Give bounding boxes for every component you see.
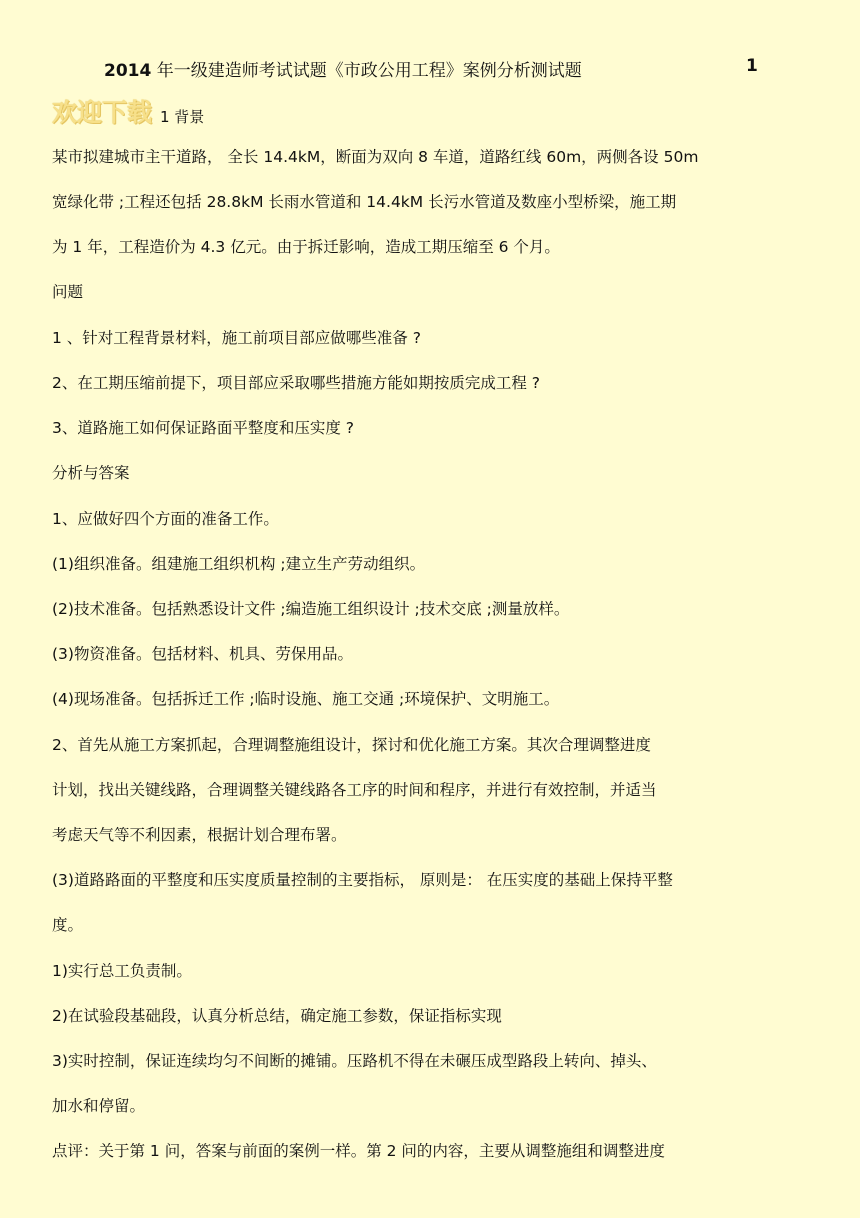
paragraph-line: 宽绿化带 ;工程还包括 28.8kM 长雨水管道和 14.4kM 长污水管道及数座小型桥梁，施工期: [52, 193, 677, 211]
answer-line: (3)道路路面的平整度和压实度质量控制的主要指标， 原则是： 在压实度的基础上保持平整: [52, 871, 673, 889]
answer-line: 度。: [52, 916, 84, 934]
answer-line: 加水和停留。: [52, 1097, 146, 1115]
commentary-line: 点评：关于第 1 问，答案与前面的案例一样。第 2 问的内容，主要从调整施组和调整进度: [52, 1142, 665, 1160]
paragraph-line: 为 1 年，工程造价为 4.3 亿元。由于拆迁影响，造成工期压缩至 6 个月。: [52, 238, 560, 256]
heading-answers: 分析与答案: [52, 464, 130, 482]
answer-line: 1、应做好四个方面的准备工作。: [52, 510, 279, 528]
question-item: 2、在工期压缩前提下，项目部应采取哪些措施方能如期按质完成工程 ?: [52, 374, 541, 392]
answer-line: (3)物资准备。包括材料、机具、劳保用品。: [52, 645, 353, 663]
answer-line: 2)在试验段基础段，认真分析总结，确定施工参数，保证指标实现: [52, 1007, 502, 1025]
answer-line: 计划，找出关键线路，合理调整关键线路各工序的时间和程序，并进行有效控制，并适当: [52, 781, 657, 799]
answer-line: 3)实时控制，保证连续均匀不间断的摊铺。压路机不得在未碾压成型路段上转向、掉头、: [52, 1052, 657, 1070]
answer-line: (2)技术准备。包括熟悉设计文件 ;编造施工组织设计 ;技术交底 ;测量放样。: [52, 600, 570, 618]
title-year: 2014: [104, 61, 152, 81]
paragraph-line: 某市拟建城市主干道路， 全长 14.4kM，断面为双向 8 车道，道路红线 60m，两侧各设 50m: [52, 148, 699, 166]
watermark-stamp: 欢迎下载: [52, 98, 153, 127]
question-item: 1 、针对工程背景材料，施工前项目部应做哪些准备 ?: [52, 329, 421, 347]
answer-line: 考虑天气等不利因素，根据计划合理布署。: [52, 826, 347, 844]
title-text: 年一级建造师考试试题《市政公用工程》案例分析测试题: [151, 61, 582, 81]
page-number: 1: [746, 56, 758, 76]
answer-line: (1)组织准备。组建施工组织机构 ;建立生产劳动组织。: [52, 555, 426, 573]
section-background-label: 1 背景: [160, 108, 205, 126]
document-title: [104, 56, 758, 81]
answer-line: (4)现场准备。包括拆迁工作 ;临时设施、施工交通 ;环境保护、文明施工。: [52, 690, 560, 708]
answer-line: 1)实行总工负责制。: [52, 962, 192, 980]
heading-questions: 问题: [52, 283, 84, 301]
answer-line: 2、首先从施工方案抓起，合理调整施组设计，探讨和优化施工方案。其次合理调整进度: [52, 736, 651, 754]
question-item: 3、道路施工如何保证路面平整度和压实度 ?: [52, 419, 355, 437]
